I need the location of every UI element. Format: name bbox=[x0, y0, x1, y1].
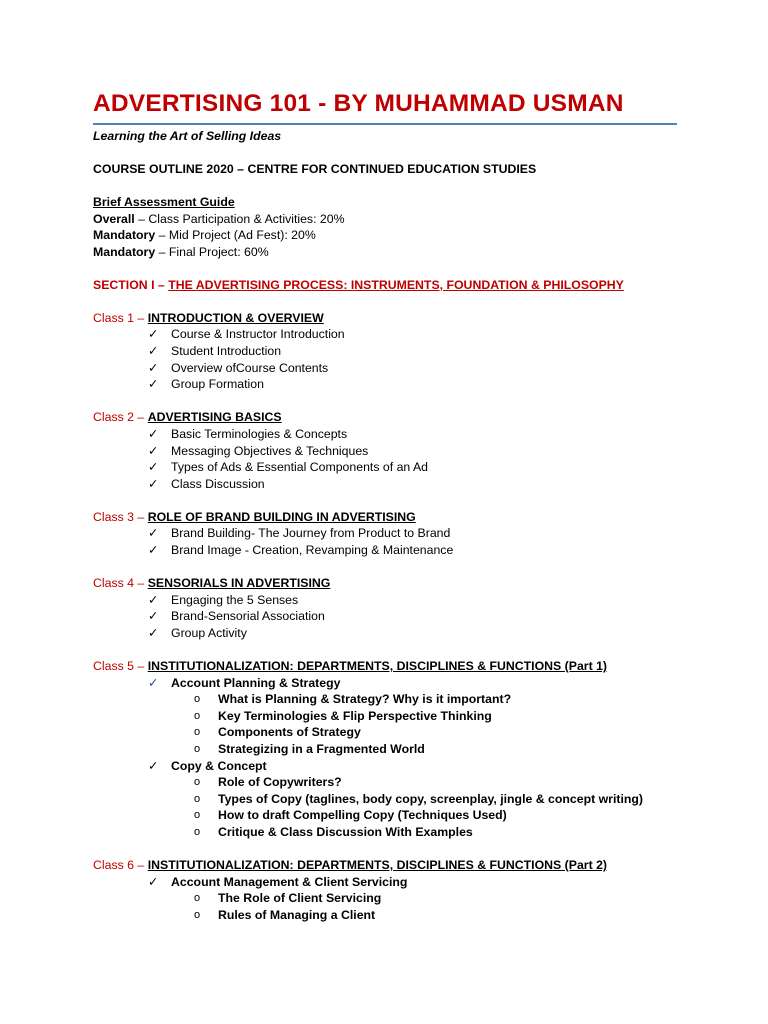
subtopic-item bbox=[93, 807, 678, 824]
assessment-item: Overall – Class Participation & Activities: 20% bbox=[93, 211, 345, 226]
topic-text: Brand Image - Creation, Revamping & Maintenance bbox=[171, 543, 454, 557]
check-icon: ✓ bbox=[148, 360, 159, 375]
check-icon: ✓ bbox=[148, 526, 159, 541]
subtopic-item bbox=[93, 774, 678, 791]
document-subtitle: Learning the Art of Selling Ideas bbox=[93, 129, 282, 143]
subtopic-text: Rules of Managing a Client bbox=[218, 907, 376, 922]
circle-bullet-icon: o bbox=[194, 809, 201, 822]
check-icon: ✓ bbox=[148, 344, 159, 359]
assessment-item: Mandatory – Final Project: 60% bbox=[93, 244, 269, 259]
topic-item bbox=[93, 360, 678, 377]
subtopic-text: The Role of Client Servicing bbox=[218, 891, 382, 906]
topic-text: Group Formation bbox=[171, 377, 264, 392]
class-block bbox=[93, 509, 678, 559]
check-icon: ✓ bbox=[148, 592, 159, 607]
topic-item bbox=[93, 874, 678, 891]
topic-item bbox=[93, 608, 678, 625]
topic-text: Copy & Concept bbox=[171, 758, 267, 773]
topic-text: Class Discussion bbox=[171, 476, 265, 491]
check-icon: ✓ bbox=[148, 327, 159, 342]
circle-bullet-icon: o bbox=[194, 908, 201, 921]
topic-item bbox=[93, 443, 678, 460]
check-icon: ✓ bbox=[148, 377, 159, 392]
topic-text: Overview ofCourse Contents bbox=[171, 360, 329, 375]
document-title: ADVERTISING 101 - BY MUHAMMAD USMAN bbox=[93, 90, 624, 117]
topic-item bbox=[93, 326, 678, 343]
topic-item bbox=[93, 476, 678, 493]
topic-list bbox=[93, 326, 678, 392]
check-icon: ✓ bbox=[148, 874, 159, 889]
topic-list bbox=[93, 426, 678, 492]
section-heading: SECTION I – THE ADVERTISING PROCESS: INSTRUMENTS, FOUNDATION & PHILOSOPHY bbox=[93, 278, 624, 293]
circle-bullet-icon: o bbox=[194, 776, 201, 789]
topic-item bbox=[93, 426, 678, 443]
circle-bullet-icon: o bbox=[194, 693, 201, 706]
check-icon: ✓ bbox=[148, 460, 159, 475]
circle-bullet-icon: o bbox=[194, 792, 201, 805]
check-icon: ✓ bbox=[148, 625, 159, 640]
circle-bullet-icon: o bbox=[194, 726, 201, 739]
check-icon: ✓ bbox=[148, 443, 159, 458]
topic-list bbox=[93, 525, 678, 558]
check-icon: ✓ bbox=[148, 675, 159, 690]
class-heading: Class 4 – SENSORIALS IN ADVERTISING bbox=[93, 576, 331, 591]
assessment-guide bbox=[93, 194, 678, 260]
topic-list bbox=[93, 675, 678, 841]
class-heading: Class 6 – INSTITUTIONALIZATION: DEPARTMENTS, DISCIPLINES & FUNCTIONS (Part 2) bbox=[93, 858, 608, 872]
class-block bbox=[93, 857, 678, 923]
assessment-heading: Brief Assessment Guide bbox=[93, 195, 235, 209]
topic-text: Brand Building- The Journey from Product to Brand bbox=[171, 526, 451, 541]
topic-text: Basic Terminologies & Concepts bbox=[171, 426, 348, 441]
subtopic-item bbox=[93, 724, 678, 741]
circle-bullet-icon: o bbox=[194, 709, 201, 722]
topic-list bbox=[93, 874, 678, 924]
class-heading: Class 2 – ADVERTISING BASICS bbox=[93, 410, 282, 425]
check-icon: ✓ bbox=[148, 609, 159, 624]
subtopic-item bbox=[93, 824, 678, 841]
subtopic-list bbox=[93, 890, 678, 923]
subtopic-text: Strategizing in a Fragmented World bbox=[218, 741, 425, 756]
check-icon: ✓ bbox=[148, 426, 159, 441]
subtopic-text: Critique & Class Discussion With Examples bbox=[218, 824, 473, 839]
circle-bullet-icon: o bbox=[194, 825, 201, 838]
class-list bbox=[93, 310, 678, 924]
class-block bbox=[93, 409, 678, 492]
topic-text: Group Activity bbox=[171, 625, 247, 640]
subtopic-item bbox=[93, 691, 678, 708]
topic-text: Account Planning & Strategy bbox=[171, 675, 341, 690]
class-block bbox=[93, 310, 678, 393]
topic-text: Types of Ads & Essential Components of an Ad bbox=[171, 460, 429, 475]
topic-item bbox=[93, 758, 678, 775]
subtopic-list bbox=[93, 774, 678, 840]
check-icon: ✓ bbox=[148, 543, 159, 557]
course-outline-heading: COURSE OUTLINE 2020 – CENTRE FOR CONTINUED EDUCATION STUDIES bbox=[93, 162, 537, 176]
subtopic-item bbox=[93, 890, 678, 907]
subtopic-list bbox=[93, 691, 678, 757]
class-block bbox=[93, 575, 678, 641]
subtopic-text: Types of Copy (taglines, body copy, screenplay, jingle & concept writing) bbox=[218, 791, 643, 806]
topic-item bbox=[93, 525, 678, 542]
topic-item bbox=[93, 343, 678, 360]
subtopic-item bbox=[93, 741, 678, 758]
title-rule bbox=[93, 123, 677, 125]
topic-text: Brand-Sensorial Association bbox=[171, 609, 325, 624]
document-page bbox=[93, 89, 678, 923]
topic-text: Course & Instructor Introduction bbox=[171, 327, 345, 342]
circle-bullet-icon: o bbox=[194, 742, 201, 755]
topic-text: Messaging Objectives & Techniques bbox=[171, 443, 369, 458]
topic-item bbox=[93, 675, 678, 692]
class-block bbox=[93, 658, 678, 841]
class-heading: Class 5 – INSTITUTIONALIZATION: DEPARTMENTS, DISCIPLINES & FUNCTIONS (Part 1) bbox=[93, 658, 608, 673]
check-icon: ✓ bbox=[148, 476, 159, 491]
subtopic-item bbox=[93, 791, 678, 808]
circle-bullet-icon: o bbox=[194, 892, 201, 905]
subtopic-text: Role of Copywriters? bbox=[218, 775, 342, 790]
topic-item bbox=[93, 376, 678, 393]
assessment-item: Mandatory – Mid Project (Ad Fest): 20% bbox=[93, 228, 316, 243]
class-heading: Class 1 – INTRODUCTION & OVERVIEW bbox=[93, 310, 324, 325]
topic-item bbox=[93, 459, 678, 476]
subtopic-text: How to draft Compelling Copy (Techniques Used) bbox=[218, 808, 507, 823]
subtopic-item bbox=[93, 907, 678, 924]
topic-text: Student Introduction bbox=[171, 344, 282, 359]
topic-item bbox=[93, 542, 678, 559]
check-icon: ✓ bbox=[148, 758, 159, 773]
subtopic-item bbox=[93, 708, 678, 725]
subtopic-text: What is Planning & Strategy? Why is it important? bbox=[218, 692, 512, 707]
topic-item bbox=[93, 592, 678, 609]
subtopic-text: Components of Strategy bbox=[218, 725, 361, 740]
topic-text: Account Management & Client Servicing bbox=[171, 874, 408, 889]
topic-text: Engaging the 5 Senses bbox=[171, 592, 299, 607]
topic-list bbox=[93, 592, 678, 642]
subtopic-text: Key Terminologies & Flip Perspective Thinking bbox=[218, 708, 492, 723]
topic-item bbox=[93, 625, 678, 642]
class-heading: Class 3 – ROLE OF BRAND BUILDING IN ADVERTISING bbox=[93, 509, 416, 524]
